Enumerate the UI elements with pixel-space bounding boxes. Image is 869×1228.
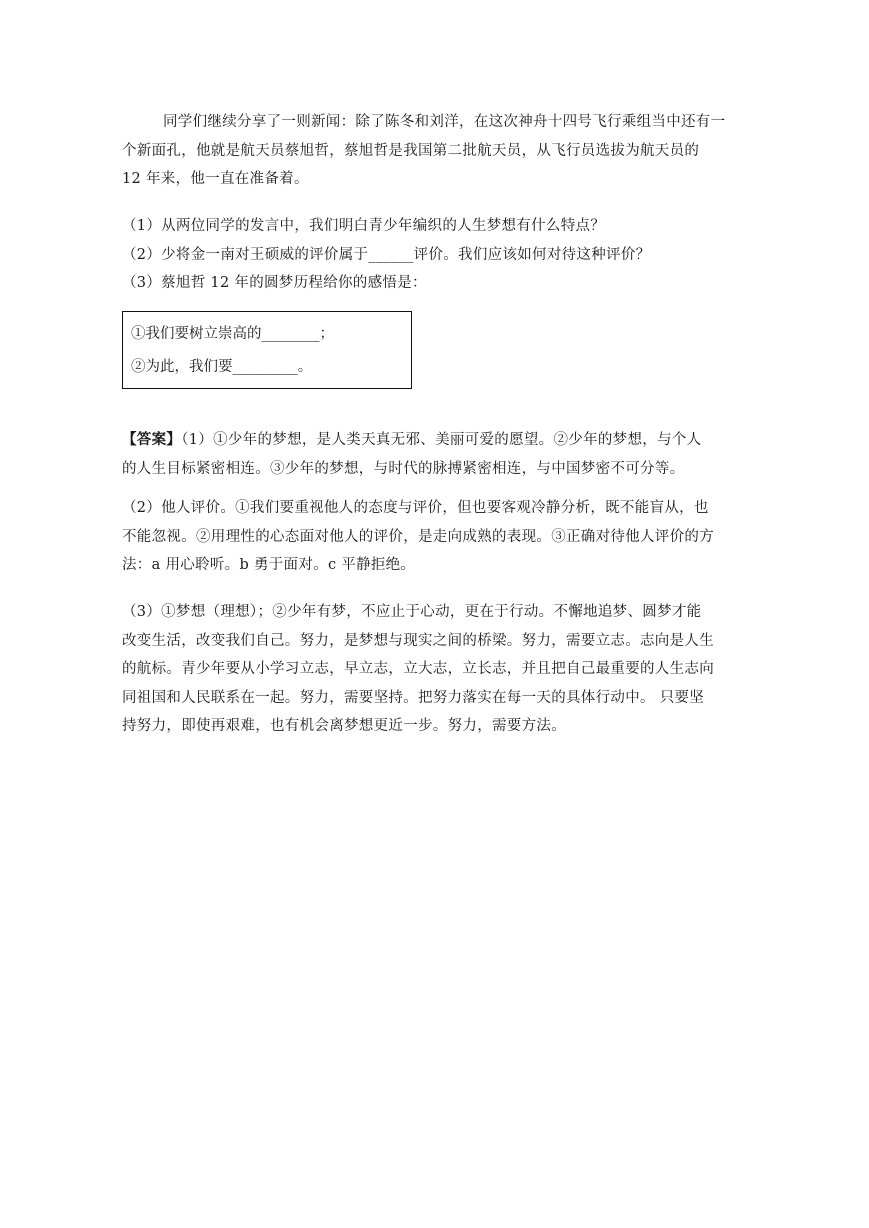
answer-line: （3）①梦想（理想）；②少年有梦，不应止于心动，更在于行动。不懈地追梦、圆梦才能 — [122, 604, 702, 620]
sub-question-1: （1）从两位同学的发言中，我们明白青少年编织的人生梦想有什么特点？ — [122, 218, 606, 234]
answer-line: 同祖国和人民联系在一起。努力，需要坚持。把努力落实在每一天的具体行动中。 只要坚 — [122, 689, 705, 706]
question-intro — [122, 108, 744, 194]
sub-questions — [122, 212, 744, 298]
box-line-2: ②为此，我们要_________。 — [131, 359, 313, 375]
intro-line: 个新面孔，他就是航天员蔡旭哲，蔡旭哲是我国第二批航天员，从飞行员选拔为航天员的 — [122, 142, 700, 159]
answer-line: （2）他人评价。①我们要重视他人的态度与评价，但也要客观冷静分析，既不能盲从，也 — [122, 500, 709, 516]
intro-line: 12 年来，他一直在准备着。 — [122, 171, 309, 187]
answer-line: 的航标。青少年要从小学习立志，早立志，立大志，立长志，并且把自己最重要的人生志向 — [122, 661, 714, 677]
intro-line: 同学们继续分享了一则新闻：除了陈冬和刘洋，在这次神舟十四号飞行乘组当中还有一 — [163, 114, 726, 130]
box-line-1: ①我们要树立崇高的________； — [131, 326, 334, 342]
answer-line — [122, 426, 744, 455]
answer-text: （1）①少年的梦想，是人类天真无邪、美丽可爱的愿望。②少年的梦想，与个人 — [181, 432, 702, 448]
answer-line: 持努力，即使再艰难，也有机会离梦想更近一步。努力，需要方法。 — [122, 718, 566, 734]
answer-part-3 — [122, 598, 744, 741]
fill-in-box — [122, 311, 412, 389]
answer-label: 【答案】 — [122, 431, 182, 448]
answer-line: 改变生活，改变我们自己。努力，是梦想与现实之间的桥梁。努力，需要立志。志向是人生 — [122, 632, 714, 649]
answer-line: 法：a 用心聆听。b 勇于面对。c 平静拒绝。 — [122, 557, 416, 573]
sub-question-3: （3）蔡旭哲 12 年的圆梦历程给你的感悟是： — [122, 275, 427, 291]
sub-question-2: （2）少将金一南对王硕威的评价属于______评价。我们应该如何对待这种评价？ — [122, 246, 651, 263]
answer-line: 的人生目标紧密相连。③少年的梦想，与时代的脉搏紧密相连，与中国梦密不可分等。 — [122, 460, 685, 477]
answer-part-2 — [122, 494, 744, 580]
answer-part-1 — [122, 426, 744, 483]
answer-line: 不能忽视。②用理性的心态面对他人的评价，是走向成熟的表现。③正确对待他人评价的方 — [122, 528, 714, 545]
